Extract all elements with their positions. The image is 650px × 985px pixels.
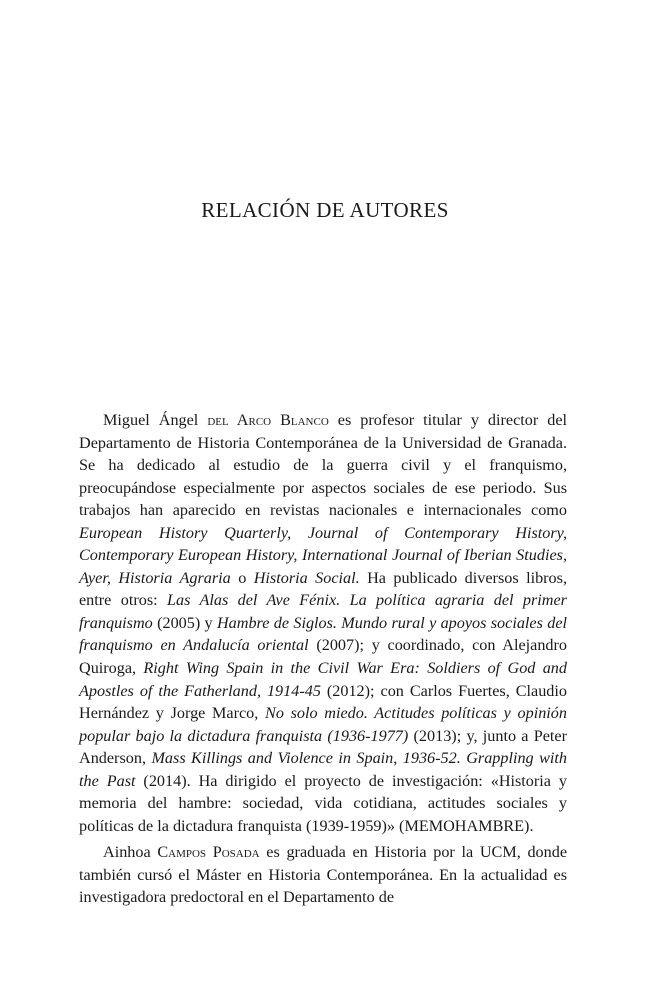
author-surname: del Arco Blanco — [207, 411, 329, 429]
author-surname: Campos Posada — [157, 843, 260, 862]
bio-segment: (2007); y coordinado, con Alejandro Quiroga, — [79, 636, 567, 678]
bio-segment: (2005) y — [152, 613, 217, 632]
authors-list — [79, 409, 567, 913]
bio-segment-italic: No solo miedo. Actitudes políticas y opinión popular bajo la dictadura franquista (1936-1977) — [79, 704, 567, 745]
bio-segment-italic: European History Quarterly, Journal of Contemporary History, Contemporary European History, International Journal of Iberian Studies, Ayer, Historia Agraria — [79, 523, 567, 587]
bio-segment: (2013); y, junto a Peter Anderson, — [79, 726, 567, 768]
author-bio-campos-posada — [79, 841, 567, 909]
author-first-name: Miguel Ángel — [103, 411, 199, 429]
bio-segment: Ha publicado diversos libros, entre otros: — [79, 568, 568, 610]
bio-segment: (2012); con Carlos Fuertes, Claudio Hernández y Jorge Marco, — [79, 681, 567, 723]
page-title: RELACIÓN DE AUTORES — [201, 198, 449, 222]
bio-segment-italic: Hambre de Siglos. Mundo rural y apoyos sociales del franquismo en Andalucía oriental — [79, 613, 568, 655]
bio-segment-italic: Historia Social. — [253, 568, 360, 587]
author-bio-del-arco-blanco — [79, 409, 567, 837]
bio-segment: (2014). Ha dirigido el proyecto de investigación: «Historia y memoria del hambre: sociedad, vida cotidiana, actitudes sociales y políticas de la dictadura franquista (1939-1959)» (MEMOHAMBRE). — [79, 771, 568, 835]
bio-segment: o — [230, 568, 254, 587]
bio-segment: es profesor titular y director del Departamento de Historia Contemporánea de la Universidad de Granada. Se ha dedicado al estudio de la guerra civil y el franquismo, preocupándose especialmente por aspectos sociales de ese periodo. Sus trabajos han aparecido en revistas nacionales e internacionales como — [79, 411, 567, 520]
bio-segment-italic: Right Wing Spain in the Civil War Era: Soldiers of God and Apostles of the Fatherland, 1914-45 — [79, 659, 567, 700]
bio-segment-italic: Las Alas del Ave Fénix. La política agraria del primer franquismo — [79, 591, 567, 632]
bio-segment-italic: Mass Killings and Violence in Spain, 1936-52. Grappling with the Past — [79, 749, 567, 790]
bio-segment: es graduada en Historia por la UCM, donde también cursó el Máster en Historia Contemporánea. En la actualidad es investigadora predoctoral en el Departamento de — [79, 843, 568, 907]
author-first-name: Ainhoa — [103, 843, 151, 862]
